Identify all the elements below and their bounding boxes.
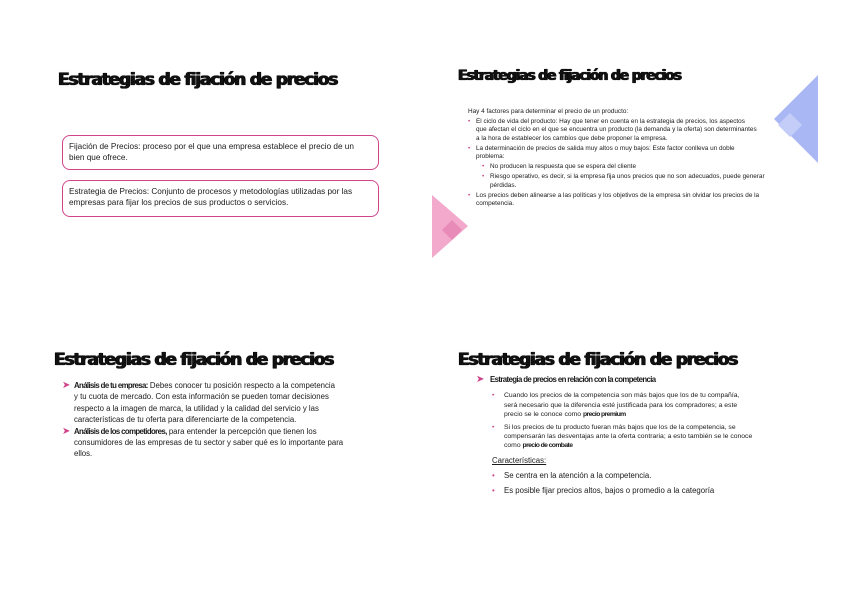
item-line: Es posible fijar precios altos, bajos o promedio a la categoría <box>504 486 715 496</box>
bold-phrase: Análisis de los competidores, <box>74 426 167 436</box>
list-item <box>468 192 798 208</box>
analysis-list <box>62 380 382 460</box>
list-item <box>62 380 382 426</box>
item-line: características de tu oferta para diferenciarte de la competencia. <box>74 415 297 425</box>
bullet-icon: • <box>492 392 495 400</box>
slide-1 <box>10 20 410 290</box>
characteristics-label: Características: <box>492 455 547 465</box>
bullet-icon: • <box>482 173 485 181</box>
item-line: que afectan el ciclo en el que se encuentra un producto (la demanda y la oferta) son determinantes <box>476 126 757 134</box>
bold-phrase: Análisis de tu empresa: <box>74 381 148 390</box>
item-line: La determinación de precios de salida muy altos o muy bajos: Este factor conlleva un doble <box>476 144 735 152</box>
slide-3 <box>10 310 410 580</box>
item-line: consumidores de las empresas de tu sector y saber qué es lo importante para <box>74 438 344 448</box>
item-line: como <box>504 442 521 450</box>
list-item <box>476 391 806 419</box>
list-item <box>62 426 382 460</box>
item-line: para entender la percepción que tienen los <box>168 426 317 436</box>
pointer-bullet-icon: ➤ <box>476 374 485 385</box>
slide-title: Estrategias de fijación de precios <box>458 350 738 370</box>
item-line: compensarán las desventajas ante la oferta contraria; a esto también se le conoce <box>504 433 753 441</box>
item-line: Debes conocer tu posición respecto a la competencia <box>149 381 335 390</box>
list-item <box>468 118 798 143</box>
item-line: a la hora de establecer los cambios que debe proponer la empresa. <box>476 134 668 142</box>
box-line: Fijación de Precios: proceso por el que una empresa establece el precio de un <box>69 142 354 151</box>
bullet-icon: • <box>468 144 471 152</box>
item-line: ellos. <box>74 449 93 459</box>
definition-box-pricing <box>62 135 379 170</box>
factors-list <box>468 108 798 208</box>
bullet-icon: • <box>482 163 485 171</box>
list-item <box>476 423 806 451</box>
slide-2 <box>438 20 838 290</box>
pointer-bullet-icon: ➤ <box>62 425 71 437</box>
item-line: será necesario que la diferencia esté justificada para los compradores; a este <box>504 401 738 409</box>
bold-phrase: precio de combate <box>522 442 573 450</box>
item-line: Se centra en la atención a la competencia. <box>504 471 652 481</box>
box-line: empresas para fijar los precios de sus productos o servicios. <box>69 198 289 207</box>
sub-item-line: Riesgo operativo, es decir, si la empresa fija unos precios que no son adecuados, puede generar <box>490 173 765 181</box>
list-item <box>468 145 798 161</box>
competition-section <box>476 374 806 497</box>
box-line: Estrategia de Precios: Conjunto de procesos y metodologías utilizadas por las <box>69 187 353 196</box>
list-item <box>476 470 806 481</box>
heading-text: Estrategia de precios en relación con la competencia <box>490 375 656 384</box>
slide-title: Estrategias de fijación de precios <box>58 70 338 90</box>
sub-item-line: No producen la respuesta que se espera del cliente <box>490 163 637 171</box>
bullet-icon: • <box>492 471 495 481</box>
bullet-icon: • <box>492 424 495 432</box>
bullet-icon: • <box>468 118 471 126</box>
box-line: bien que ofrece. <box>69 153 128 162</box>
item-line: respecto a la imagen de marca, la utilidad y la calidad del servicio y las <box>74 403 319 413</box>
item-line: Los precios deben alinearse a las políticas y los objetivos de la empresa sin olvidar los precios de la <box>476 191 760 199</box>
item-line: Cuando los precios de la competencia son más bajos que los de tu compañía, <box>504 392 740 400</box>
slide-title: Estrategias de fijación de precios <box>458 68 681 84</box>
list-intro: Hay 4 factores para determinar el precio de un producto: <box>468 108 629 115</box>
sub-list-item <box>468 163 798 171</box>
bullet-icon: • <box>492 486 495 496</box>
item-line: problema: <box>476 153 505 161</box>
sub-item-line: pérdidas. <box>490 181 517 189</box>
item-line: y tu cuota de mercado. Con esta información se pueden tomar decisiones <box>74 392 329 402</box>
slide-title: Estrategias de fijación de precios <box>54 350 334 370</box>
item-line: competencia. <box>476 200 515 208</box>
item-line: precio se le conoce como <box>504 410 582 418</box>
item-line: Si los precios de tu producto fueran más bajos que los de la competencia, se <box>504 424 736 432</box>
definition-box-strategy <box>62 180 379 217</box>
item-line: El ciclo de vida del producto: Hay que tener en cuenta en la estrategia de precios, los aspectos <box>476 118 745 126</box>
sub-list-item <box>468 173 798 189</box>
slide-4 <box>438 310 838 580</box>
pointer-bullet-icon: ➤ <box>62 380 71 391</box>
bold-phrase: precio premium <box>582 410 626 418</box>
list-item <box>476 485 806 496</box>
section-heading <box>476 374 806 385</box>
bullet-icon: • <box>468 191 471 199</box>
